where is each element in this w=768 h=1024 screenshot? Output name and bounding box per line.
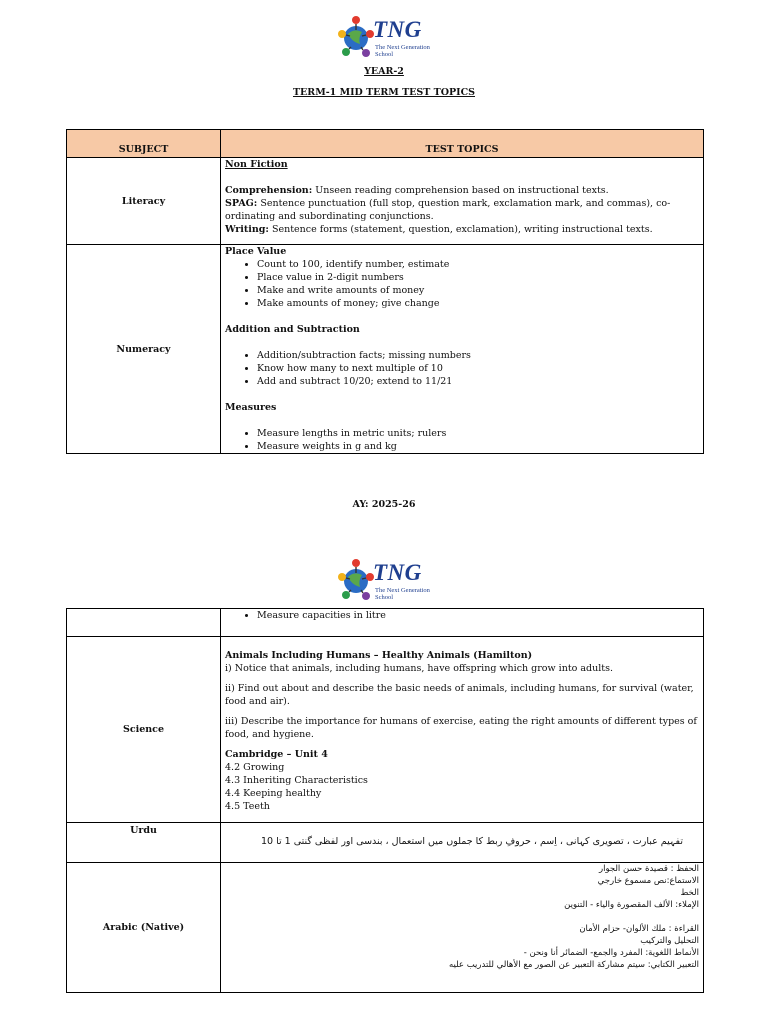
list-item: • Place value in 2-digit numbers bbox=[257, 271, 699, 284]
capacity-subject-cell bbox=[67, 609, 221, 637]
science-objective-2: ii) Find out about and describe the basic needs of animals, including humans, for survival (water, food and air). bbox=[225, 683, 694, 707]
globe-icon bbox=[336, 12, 376, 62]
numeracy-topics bbox=[221, 245, 704, 454]
science-objective-3: iii) Describe the importance for humans of exercise, eating the right amounts of different types of food, and hygiene. bbox=[225, 716, 697, 740]
literacy-heading: Non Fiction bbox=[225, 159, 288, 170]
list-item: • Count to 100, identify number, estimate bbox=[257, 258, 699, 271]
year-heading: YEAR-2 bbox=[364, 66, 404, 77]
arabic-line: الاستماع:نص مسموع خارجي bbox=[597, 876, 699, 886]
science-subject: Science bbox=[67, 637, 221, 823]
arabic-subject: Arabic (Native) bbox=[67, 863, 221, 993]
addition-subtraction-list bbox=[225, 349, 699, 388]
place-value-heading: Place Value bbox=[225, 246, 287, 257]
urdu-subject: Urdu bbox=[67, 823, 221, 863]
topics-table-page1 bbox=[66, 129, 704, 454]
unit-line: 4.3 Inheriting Characteristics bbox=[225, 775, 368, 786]
writing-line: Writing: Sentence forms (statement, question, exclamation), writing instructional texts. bbox=[225, 224, 653, 235]
topics-table-page2 bbox=[66, 608, 704, 993]
globe-icon bbox=[336, 555, 376, 605]
science-heading: Animals Including Humans – Healthy Animals (Hamilton) bbox=[225, 650, 533, 661]
science-row bbox=[67, 637, 704, 823]
measures-heading: Measures bbox=[225, 402, 277, 413]
arabic-line: التحليل والتركيب bbox=[640, 936, 699, 946]
numeracy-row bbox=[67, 245, 704, 454]
list-item: • Measure lengths in metric units; rulers bbox=[257, 427, 699, 440]
arabic-line: الحفظ : قصيدة حسن الجوار bbox=[599, 864, 699, 874]
cambridge-heading: Cambridge – Unit 4 bbox=[225, 749, 328, 760]
logo-brand-text: TNG bbox=[373, 17, 422, 42]
logo-brand-text: TNG bbox=[373, 560, 422, 585]
literacy-row bbox=[67, 158, 704, 245]
numeracy-subject: Numeracy bbox=[67, 245, 221, 454]
arabic-line bbox=[225, 911, 699, 923]
arabic-line: التعبير الكتابي: سيتم مشاركة التعبير عن الصور مع الأهالي للتدريب عليه bbox=[449, 960, 699, 970]
literacy-topics bbox=[221, 158, 704, 245]
capacity-row bbox=[67, 609, 704, 637]
arabic-line: الإملاء: الألف المقصورة والياء - التنوين bbox=[564, 900, 699, 910]
list-item: • Add and subtract 10/20; extend to 11/21 bbox=[257, 375, 699, 388]
subject-header: SUBJECT bbox=[67, 130, 221, 158]
comprehension-line: Comprehension: Unseen reading comprehension based on instructional texts. bbox=[225, 185, 609, 196]
list-item: • Addition/subtraction facts; missing numbers bbox=[257, 349, 699, 362]
unit-line: 4.2 Growing bbox=[225, 762, 285, 773]
arabic-line: القراءة : ملك الألوان- حزام الأمان bbox=[579, 924, 699, 934]
logo-tagline: The Next Generation School bbox=[375, 587, 430, 601]
arabic-topics bbox=[221, 863, 704, 993]
place-value-list bbox=[225, 258, 699, 310]
list-item: • Make amounts of money; give change bbox=[257, 297, 699, 310]
list-item: • Measure capacities in litre bbox=[257, 609, 699, 622]
urdu-topics-text: تفہیم عبارت ، تصویری کہانی ، اِسم ، حروفِ ربط کا جملوں میں استعمال ، بندسی اور لفظی گنتی 1 تا 10 bbox=[260, 836, 683, 847]
test-topics-header: TEST TOPICS bbox=[221, 130, 704, 158]
literacy-subject: Literacy bbox=[67, 158, 221, 245]
addition-subtraction-heading: Addition and Subtraction bbox=[225, 324, 360, 335]
capacity-topics bbox=[221, 609, 704, 637]
document-title: TERM-1 MID TERM TEST TOPICS bbox=[292, 87, 476, 98]
list-item: • Measure weights in g and kg bbox=[257, 440, 699, 453]
school-logo bbox=[336, 555, 432, 605]
urdu-row bbox=[67, 823, 704, 863]
science-topics bbox=[221, 637, 704, 823]
arabic-line: الخط bbox=[680, 888, 699, 898]
unit-line: 4.4 Keeping healthy bbox=[225, 788, 322, 799]
list-item: • Make and write amounts of money bbox=[257, 284, 699, 297]
capacity-list bbox=[225, 609, 699, 622]
spag-line: SPAG: Sentence punctuation (full stop, question mark, exclamation mark, and commas), co-ordinating and subordinating conjunctions. bbox=[225, 198, 671, 222]
list-item: • Know how many to next multiple of 10 bbox=[257, 362, 699, 375]
logo-tagline: The Next Generation School bbox=[375, 44, 430, 58]
arabic-line: الأنماط اللغوية: المفرد والجمع- الضمائر أنا ونحن - bbox=[523, 948, 699, 958]
academic-year: AY: 2025-26 bbox=[352, 499, 416, 510]
arabic-row bbox=[67, 863, 704, 993]
school-logo bbox=[336, 12, 432, 62]
table-header-row bbox=[67, 130, 704, 158]
measures-list bbox=[225, 427, 699, 453]
unit-line: 4.5 Teeth bbox=[225, 801, 270, 812]
science-objective-1: i) Notice that animals, including humans, have offspring which grow into adults. bbox=[225, 663, 613, 674]
urdu-topics bbox=[221, 823, 704, 863]
